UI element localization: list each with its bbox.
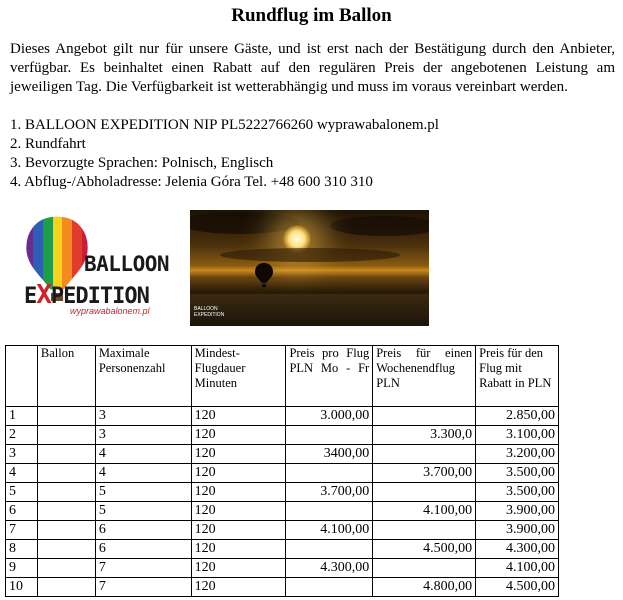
cell-price-weekend bbox=[373, 483, 476, 502]
cell-max-persons: 6 bbox=[95, 521, 191, 540]
cell-duration: 120 bbox=[191, 464, 286, 483]
cell-price-weekend: 3.300,0 bbox=[373, 426, 476, 445]
cell-index: 8 bbox=[6, 540, 38, 559]
cell-price-discount: 3.900,00 bbox=[476, 502, 559, 521]
cell-index: 4 bbox=[6, 464, 38, 483]
cell-price-discount: 3.500,00 bbox=[476, 464, 559, 483]
cloud-shape bbox=[330, 216, 429, 236]
pricing-table bbox=[5, 345, 559, 597]
logo-balloon-text: BALLOON bbox=[84, 252, 170, 276]
cell-price-discount: 4.500,00 bbox=[476, 578, 559, 597]
table-row bbox=[6, 483, 559, 502]
list-item: 1. BALLOON EXPEDITION NIP PL5222766260 wyprawabalonem.pl bbox=[10, 117, 439, 133]
table-row bbox=[6, 407, 559, 426]
cell-ballon bbox=[37, 464, 95, 483]
logo-expedition-x: X bbox=[36, 280, 51, 310]
cell-price-weekend bbox=[373, 407, 476, 426]
horizon bbox=[190, 294, 429, 326]
cell-price-weekend: 4.500,00 bbox=[373, 540, 476, 559]
cell-duration: 120 bbox=[191, 502, 286, 521]
cell-index: 3 bbox=[6, 445, 38, 464]
table-row bbox=[6, 578, 559, 597]
cell-price-weekend: 3.700,00 bbox=[373, 464, 476, 483]
cell-price-discount: 2.850,00 bbox=[476, 407, 559, 426]
cell-duration: 120 bbox=[191, 559, 286, 578]
photo-watermark-logo bbox=[194, 306, 225, 322]
cell-price-weekday: 3.700,00 bbox=[286, 483, 373, 502]
cell-price-weekend: 4.100,00 bbox=[373, 502, 476, 521]
cell-duration: 120 bbox=[191, 540, 286, 559]
cell-ballon bbox=[37, 426, 95, 445]
cell-price-weekend bbox=[373, 521, 476, 540]
details-list bbox=[10, 116, 615, 192]
sunset-balloon-photo bbox=[190, 210, 429, 326]
cell-index: 7 bbox=[6, 521, 38, 540]
cloud-shape bbox=[190, 212, 300, 234]
cell-ballon bbox=[37, 483, 95, 502]
table-row bbox=[6, 521, 559, 540]
cell-duration: 120 bbox=[191, 483, 286, 502]
cell-index: 6 bbox=[6, 502, 38, 521]
header-cell-max-persons: Maximale Personenzahl bbox=[95, 346, 191, 407]
cell-price-weekday: 4.300,00 bbox=[286, 559, 373, 578]
table-row bbox=[6, 502, 559, 521]
cell-duration: 120 bbox=[191, 521, 286, 540]
balloon-expedition-logo bbox=[22, 214, 168, 324]
table-header-row bbox=[6, 346, 559, 407]
cell-ballon bbox=[37, 521, 95, 540]
logo-site-text: wyprawabalonem.pl bbox=[70, 306, 150, 316]
cell-max-persons: 7 bbox=[95, 578, 191, 597]
cell-duration: 120 bbox=[191, 445, 286, 464]
table-row bbox=[6, 445, 559, 464]
cell-duration: 120 bbox=[191, 578, 286, 597]
cell-duration: 120 bbox=[191, 426, 286, 445]
table-row bbox=[6, 559, 559, 578]
table-row bbox=[6, 464, 559, 483]
cell-max-persons: 7 bbox=[95, 559, 191, 578]
cell-ballon bbox=[37, 407, 95, 426]
intro-paragraph: Dieses Angebot gilt nur für unsere Gäste, und ist erst nach der Bestätigung durch den Anbieter, verfügbar. Es beinhaltet einen Rabatt auf den regulären Preis der angebotenen Leistung am jeweiligen Tag. Die Verfügbarkeit ist wetterabhängig und muss im voraus vereinbart werden. bbox=[10, 41, 615, 95]
cell-duration: 120 bbox=[191, 407, 286, 426]
cell-max-persons: 4 bbox=[95, 445, 191, 464]
cell-ballon bbox=[37, 502, 95, 521]
cell-price-weekend bbox=[373, 445, 476, 464]
cell-max-persons: 5 bbox=[95, 502, 191, 521]
cell-index: 10 bbox=[6, 578, 38, 597]
header-cell-min-duration: Mindest-Flugdauer Minuten bbox=[191, 346, 286, 407]
cell-price-weekday bbox=[286, 540, 373, 559]
header-cell-ballon: Ballon bbox=[37, 346, 95, 407]
cell-ballon bbox=[37, 445, 95, 464]
cell-price-discount: 3.100,00 bbox=[476, 426, 559, 445]
cloud-shape bbox=[220, 248, 400, 262]
cell-price-discount: 3.200,00 bbox=[476, 445, 559, 464]
list-item: 4. Abflug-/Abholadresse: Jelenia Góra Tel. +48 600 310 310 bbox=[10, 174, 373, 190]
cell-price-weekday: 4.100,00 bbox=[286, 521, 373, 540]
cell-ballon bbox=[37, 578, 95, 597]
table-row bbox=[6, 540, 559, 559]
header-cell-price-weekend: Preis für einen Wochenendflug PLN bbox=[373, 346, 476, 407]
cell-price-weekday: 3.000,00 bbox=[286, 407, 373, 426]
cell-price-discount: 4.100,00 bbox=[476, 559, 559, 578]
list-item: 2. Rundfahrt bbox=[10, 136, 86, 152]
cell-price-discount: 3.900,00 bbox=[476, 521, 559, 540]
photo-watermark-line: EXPEDITION bbox=[194, 312, 225, 318]
cell-index: 5 bbox=[6, 483, 38, 502]
logo-expedition-rest: PEDITION bbox=[50, 284, 149, 309]
cell-price-weekday bbox=[286, 426, 373, 445]
cell-price-weekday bbox=[286, 578, 373, 597]
header-cell-index bbox=[6, 346, 38, 407]
list-item: 3. Bevorzugte Sprachen: Polnisch, Englisch bbox=[10, 155, 274, 171]
cell-max-persons: 4 bbox=[95, 464, 191, 483]
header-cell-price-weekday: Preis pro Flug PLN Mo - Fr bbox=[286, 346, 373, 407]
cell-price-weekday bbox=[286, 502, 373, 521]
cell-price-weekday: 3400,00 bbox=[286, 445, 373, 464]
cell-max-persons: 6 bbox=[95, 540, 191, 559]
cell-index: 1 bbox=[6, 407, 38, 426]
document-title: Rundflug im Ballon bbox=[231, 5, 392, 26]
cell-price-weekend: 4.800,00 bbox=[373, 578, 476, 597]
cell-price-discount: 4.300,00 bbox=[476, 540, 559, 559]
cell-max-persons: 5 bbox=[95, 483, 191, 502]
cell-max-persons: 3 bbox=[95, 426, 191, 445]
cell-max-persons: 3 bbox=[95, 407, 191, 426]
balloon-silhouette-icon bbox=[254, 262, 274, 288]
table-row bbox=[6, 426, 559, 445]
cell-price-discount: 3.500,00 bbox=[476, 483, 559, 502]
cell-price-weekend bbox=[373, 559, 476, 578]
cell-ballon bbox=[37, 559, 95, 578]
cell-index: 9 bbox=[6, 559, 38, 578]
header-cell-price-discount: Preis für den Flug mit Rabatt in PLN bbox=[476, 346, 559, 407]
cell-price-weekday bbox=[286, 464, 373, 483]
logo-expedition-e: E bbox=[24, 284, 37, 309]
cell-index: 2 bbox=[6, 426, 38, 445]
cell-ballon bbox=[37, 540, 95, 559]
photo-watermark-line: BALLOON bbox=[194, 306, 218, 312]
